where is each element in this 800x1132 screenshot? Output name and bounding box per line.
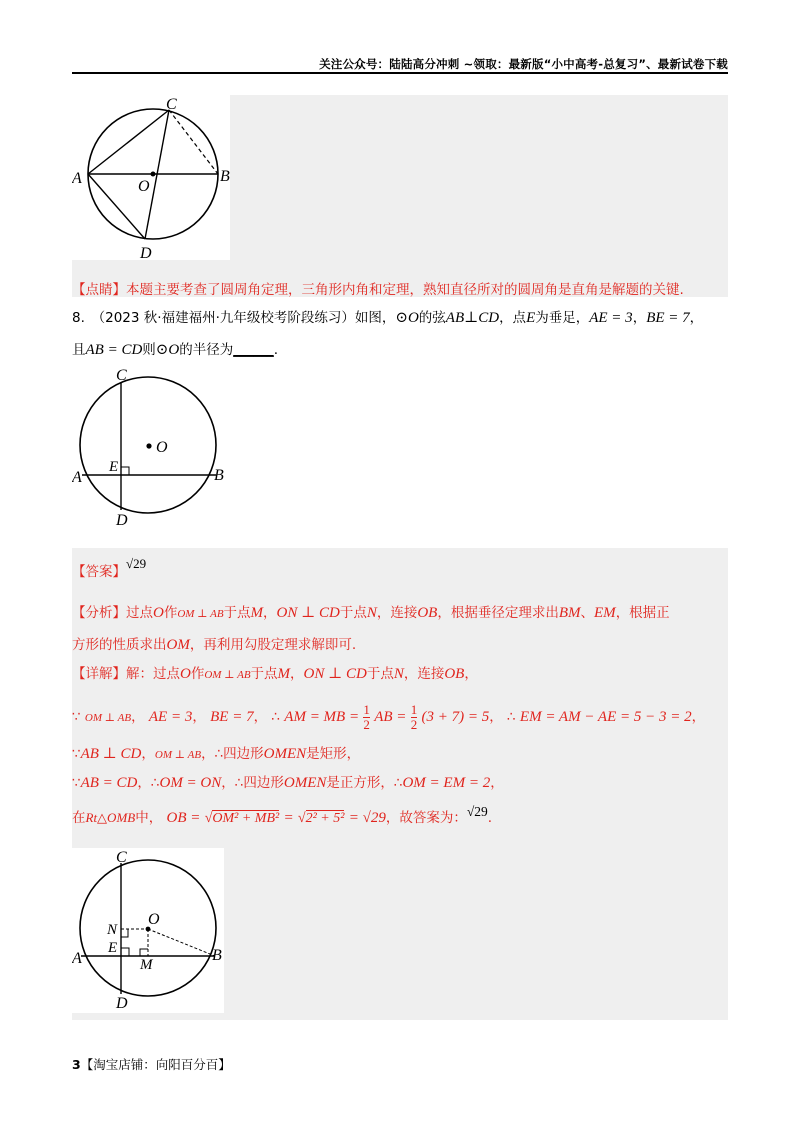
detail-line-3: ∵AB ⊥ CD，OM ⊥ AB，∴四边形OMEN是矩形， <box>72 746 361 762</box>
footer-text: 【淘宝店铺：向阳百分百】 <box>80 1057 231 1072</box>
label-o: O <box>138 178 150 195</box>
figure-circle-2 <box>72 365 232 530</box>
answer-tag: 【答案】 <box>72 564 126 580</box>
figure-circle-3 <box>72 848 224 1013</box>
label-e: E <box>109 459 119 475</box>
answer-value: √29 <box>126 556 147 571</box>
header-divider <box>72 72 728 74</box>
analysis-line-1: 【分析】过点O作OM ⊥ AB于点M，ON ⊥ CD于点N，连接OB，根据垂径定理求出BM、EM，根据正 <box>72 605 670 621</box>
dianjing-line <box>72 278 684 298</box>
label-a: A <box>72 950 82 967</box>
label-o: O <box>148 911 160 928</box>
page-footer <box>72 1055 231 1073</box>
label-e: E <box>108 940 118 956</box>
label-a: A <box>72 170 82 187</box>
label-n: N <box>107 922 118 938</box>
figure-circle-1 <box>72 95 230 260</box>
detail-line-2: ∵ OM ⊥ AB， AE = 3， BE = 7， ∴ AM = MB = $\frac{1}{2}$ AB = $\frac{1}{2}$ (3 + 7) = 5， ∴ EM = AM − AE = 5 − 3 = 2， <box>72 701 706 732</box>
detail-line-5: 在Rt△OMB中， OB = √OM² + MB² = √2² + 5² = √29，故答案为：√29. <box>72 804 493 826</box>
dianjing-tag: 【点睛】 <box>72 282 126 298</box>
label-c: C <box>116 367 127 384</box>
answer-blank: ______ <box>233 342 274 358</box>
problem-line-1: 8. （2023 秋·福建福州·九年级校考阶段练习）如图，⊙O的弦AB⊥CD，点E为垂足，AE = 3，BE = 7， <box>72 310 704 326</box>
problem-line-2: 且AB = CD则⊙O的半径为______. <box>72 342 278 358</box>
label-m: M <box>140 957 153 973</box>
label-o: O <box>156 439 168 456</box>
label-b: B <box>214 467 224 484</box>
label-c: C <box>116 849 127 866</box>
dianjing-text: 本题主要考查了圆周角定理，三角形内角和定理，熟知直径所对的圆周角是直角是解题的关键. <box>126 282 684 298</box>
page-number: 3 <box>72 1057 81 1072</box>
analysis-line-2: 方形的性质求出OM，再利用勾股定理求解即可. <box>72 637 357 653</box>
label-d: D <box>116 512 128 529</box>
page-header: 关注公众号：陆陆高分冲刺 ~领取：最新版“小中高考-总复习”、最新试卷下载 <box>319 57 728 71</box>
label-a: A <box>72 469 82 486</box>
label-c: C <box>166 96 177 113</box>
answer-line <box>72 556 147 580</box>
label-d: D <box>116 995 128 1012</box>
detail-line-1: 【详解】解：过点O作OM ⊥ AB于点M，ON ⊥ CD于点N，连接OB， <box>72 666 478 682</box>
label-b: B <box>212 947 222 964</box>
label-d: D <box>140 245 152 260</box>
detail-line-4: ∵AB = CD，∴OM = ON，∴四边形OMEN是正方形，∴OM = EM = 2， <box>72 775 504 791</box>
label-b: B <box>220 168 230 185</box>
